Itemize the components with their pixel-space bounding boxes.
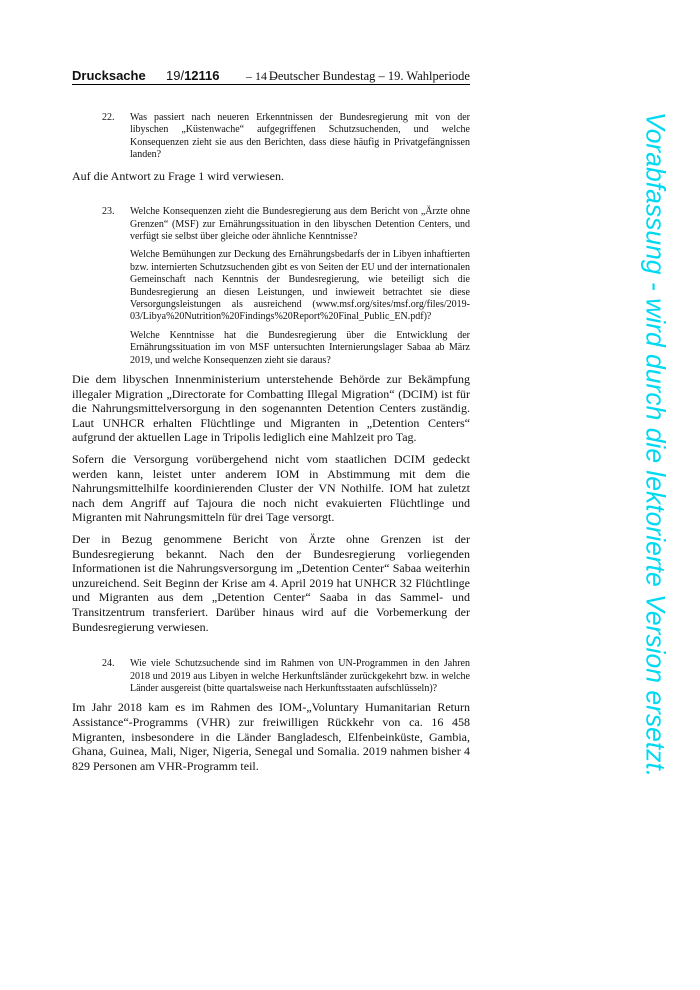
question-23 [72, 206, 470, 367]
answer-23-paragraph: Der in Bezug genommene Bericht von Ärzte ohne Grenzen ist der Bundesregierung bekannt. Nach den der Bundesregierung vorliegenden Informationen ist die Nahrungsversorgung im „Detention Center“ Sabaa weiterhin unzureichend. Seit Beginn der Krise am 4. April 2019 hat UNHCR 32 Flüchtlinge und Migranten aus dem „Detention Center“ Saaba in das Sammel- und Transitzentrum transferiert. Darüber hinaus wird auf die Vorbemerkung der Bundesregierung verwiesen. [72, 532, 470, 634]
question-text: Welche Konsequenzen zieht die Bundesregierung aus dem Bericht von „Ärzte ohne Grenzen“ (MSF) zur Ernährungssituation in den libyschen Detention Centers, und verfügt sie selbst über gleiche oder ähnliche Kenntnisse? [130, 206, 470, 243]
question-24 [72, 658, 470, 695]
drucksache-number-main: 12116 [184, 68, 220, 83]
answer-24: Im Jahr 2018 kam es im Rahmen des IOM-„Voluntary Humanitarian Return Assistance“-Programms (VHR) zur freiwilligen Rückkehr von ca. 16 458 Migranten, insbesondere in die Länder Bangladesch, Elfenbeinküste, Gambia, Ghana, Guinea, Mali, Niger, Nigeria, Senegal und Somalia. 2019 nahmen bisher 4 829 Personen am VHR-Programm teil. [72, 700, 470, 773]
answer-23-paragraph: Sofern die Versorgung vorübergehend nicht vom staatlichen DCIM gedeckt werden kann, leistet unter anderem IOM in Abstimmung mit dem die Nahrungsmittelhilfe koordinierenden Cluster der VN Nothilfe. IOM hat zuletzt nach dem Angriff auf Tajoura die noch nicht evakuierten Flüchtlinge und Migranten mit Nahrungsmitteln für drei Tage versorgt. [72, 452, 470, 525]
bundestag-period: Deutscher Bundestag – 19. Wahlperiode [268, 69, 470, 83]
drucksache-label: Drucksache [72, 68, 146, 83]
question-number: 24. [102, 658, 115, 670]
page-number-text: – 14 – [246, 69, 276, 83]
question-22 [72, 112, 470, 162]
answer-22: Auf die Antwort zu Frage 1 wird verwiesen. [72, 168, 284, 183]
question-number: 22. [102, 112, 115, 123]
question-text: Wie viele Schutzsuchende sind im Rahmen von UN-Programmen in den Jahren 2018 und 2019 aus Libyen in welche Herkunftsländer zurückgekehrt bzw. in welche Länder ausgereist (bitte quartalsweise nach Herkunftsstaaten aufschlüsseln)? [130, 658, 470, 694]
question-text: Welche Kenntnisse hat die Bundesregierung über die Entwicklung der Ernährungssituation im von MSF untersuchten Internierungslager Sabaa ab März 2019, und welche Konsequenzen zieht sie daraus? [130, 329, 470, 366]
answer-23-paragraph: Die dem libyschen Innenministerium unterstehende Behörde zur Bekämpfung illegaler Migration „Directorate for Combatting Illegal Migration“ (DCIM) ist für die Nahrungsmittelversorgung in den sogenannten Detention Centers zuständig. Laut UNHCR erhalten Flüchtlinge und Migranten in „Detention Centers“ aufgrund der aktuellen Lage in Tripolis lediglich eine Mahlzeit pro Tag. [72, 372, 470, 445]
question-text: Welche Bemühungen zur Deckung des Ernährungsbedarfs der in Libyen inhaftierten bzw. internierten Schutzsuchenden gibt es von Seiten der EU und der internationalen Gemeinschaft nach Kenntnis der Bundesregierung, wie beteiligt sich die Bundesregierung an diesen Leistungen, und inwieweit betrachtet sie diese Versorgungsleistungen als ausreichend (www.msf.org/sites/msf.org/files/2019-03/Libya%20Nutrition%20Findings%20Report%20Final_Public_EN.pdf)? [130, 249, 470, 323]
page-header [72, 68, 470, 85]
document-body [72, 112, 470, 773]
drucksache-number-prefix: 19/ [166, 68, 185, 83]
draft-watermark: Vorabfassung - wird durch die lektorierte Version ersetzt. [640, 112, 671, 778]
question-number: 23. [102, 206, 115, 218]
question-text: Was passiert nach neueren Erkenntnissen der Bundesregierung mit von der libyschen „Küstenwache“ aufgegriffenen Schutzsuchenden, und welche Konsequenzen zieht sie aus den Berichten, dass diese häufig in Privatgefängnissen landen? [130, 112, 470, 161]
